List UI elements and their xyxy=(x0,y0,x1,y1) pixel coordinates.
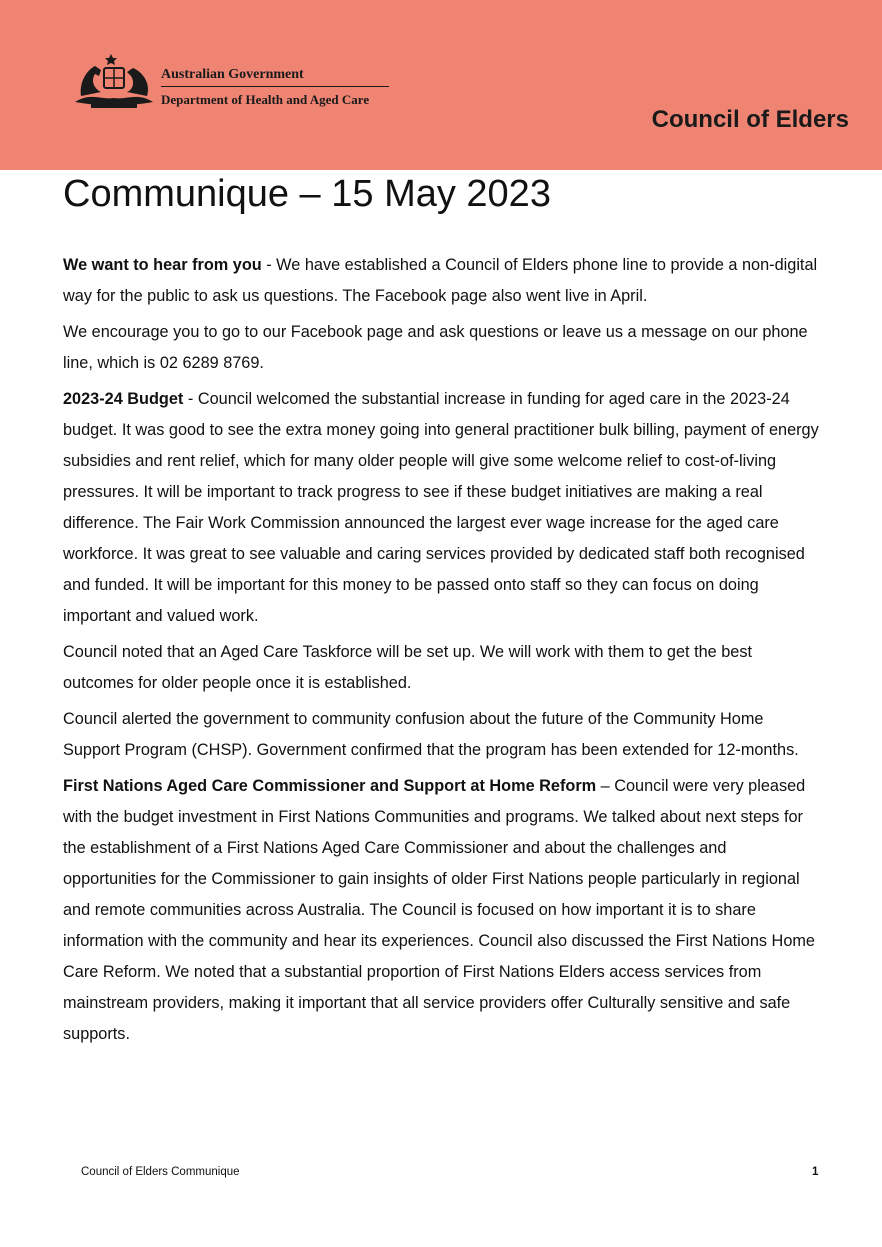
footer-title: Council of Elders Communique xyxy=(81,1166,240,1178)
paragraph xyxy=(63,384,823,632)
page-number: 1 xyxy=(812,1166,819,1178)
paragraph-text: - Council welcomed the substantial increase in funding for aged care in the 2023-24 budget. It was good to see the extra money going into general practitioner bulk billing, payment of energy subsidies and rent relief, which for many older people will give some welcome relief to cost-of-living pressures. It will be important to track progress to see if these budget initiatives are making a real difference. The Fair Work Commission announced the largest ever wage increase for the aged care workforce. It was great to see valuable and caring services provided by dedicated staff both recognised and funded. It will be important for this money to be passed onto staff so they can focus on doing important and valued work. xyxy=(63,390,819,625)
coat-of-arms-icon xyxy=(71,52,157,110)
council-title: Council of Elders xyxy=(651,106,849,133)
paragraph-text: – Council were very pleased with the budget investment in First Nations Communities and programs. We talked about next steps for the establishment of a First Nations Aged Care Commissioner and about the challenges and opportunities for the Commissioner to gain insights of older First Nations people particularly in regional and remote communities across Australia. The Council is focused on how important it is to share information with the community and hear its experiences. Council also discussed the First Nations Home Care Reform. We noted that a substantial proportion of First Nations Elders access services from mainstream providers, making it important that all service providers offer Culturally sensitive and safe supports. xyxy=(63,777,815,1043)
header-band xyxy=(0,0,882,170)
paragraph-text: - We have established a Council of Elders phone line to provide a non-digital way for the public to ask us questions. The Facebook page also went live in April. xyxy=(63,256,818,305)
paragraph-text: Council alerted the government to community confusion about the future of the Community Home Support Program (CHSP). Government confirmed that the program has been extended for 12-months. xyxy=(63,710,799,759)
paragraph xyxy=(63,317,823,379)
paragraph xyxy=(63,637,823,699)
document-body xyxy=(63,250,823,1055)
paragraph-heading: 2023-24 Budget xyxy=(63,390,184,408)
page-title: Communique – 15 May 2023 xyxy=(63,173,551,215)
paragraph xyxy=(63,250,823,312)
paragraph xyxy=(63,771,823,1050)
paragraph-text: Council noted that an Aged Care Taskforce will be set up. We will work with them to get the best outcomes for older people once it is established. xyxy=(63,643,752,692)
paragraph-heading: First Nations Aged Care Commissioner and Support at Home Reform xyxy=(63,777,597,795)
paragraph-text: We encourage you to go to our Facebook page and ask questions or leave us a message on our phone line, which is 02 6289 8769. xyxy=(63,323,808,372)
department-name: Department of Health and Aged Care xyxy=(161,92,370,107)
paragraph-heading: We want to hear from you xyxy=(63,256,262,274)
divider xyxy=(161,86,389,87)
government-name: Australian Government xyxy=(161,67,304,82)
paragraph xyxy=(63,704,823,766)
